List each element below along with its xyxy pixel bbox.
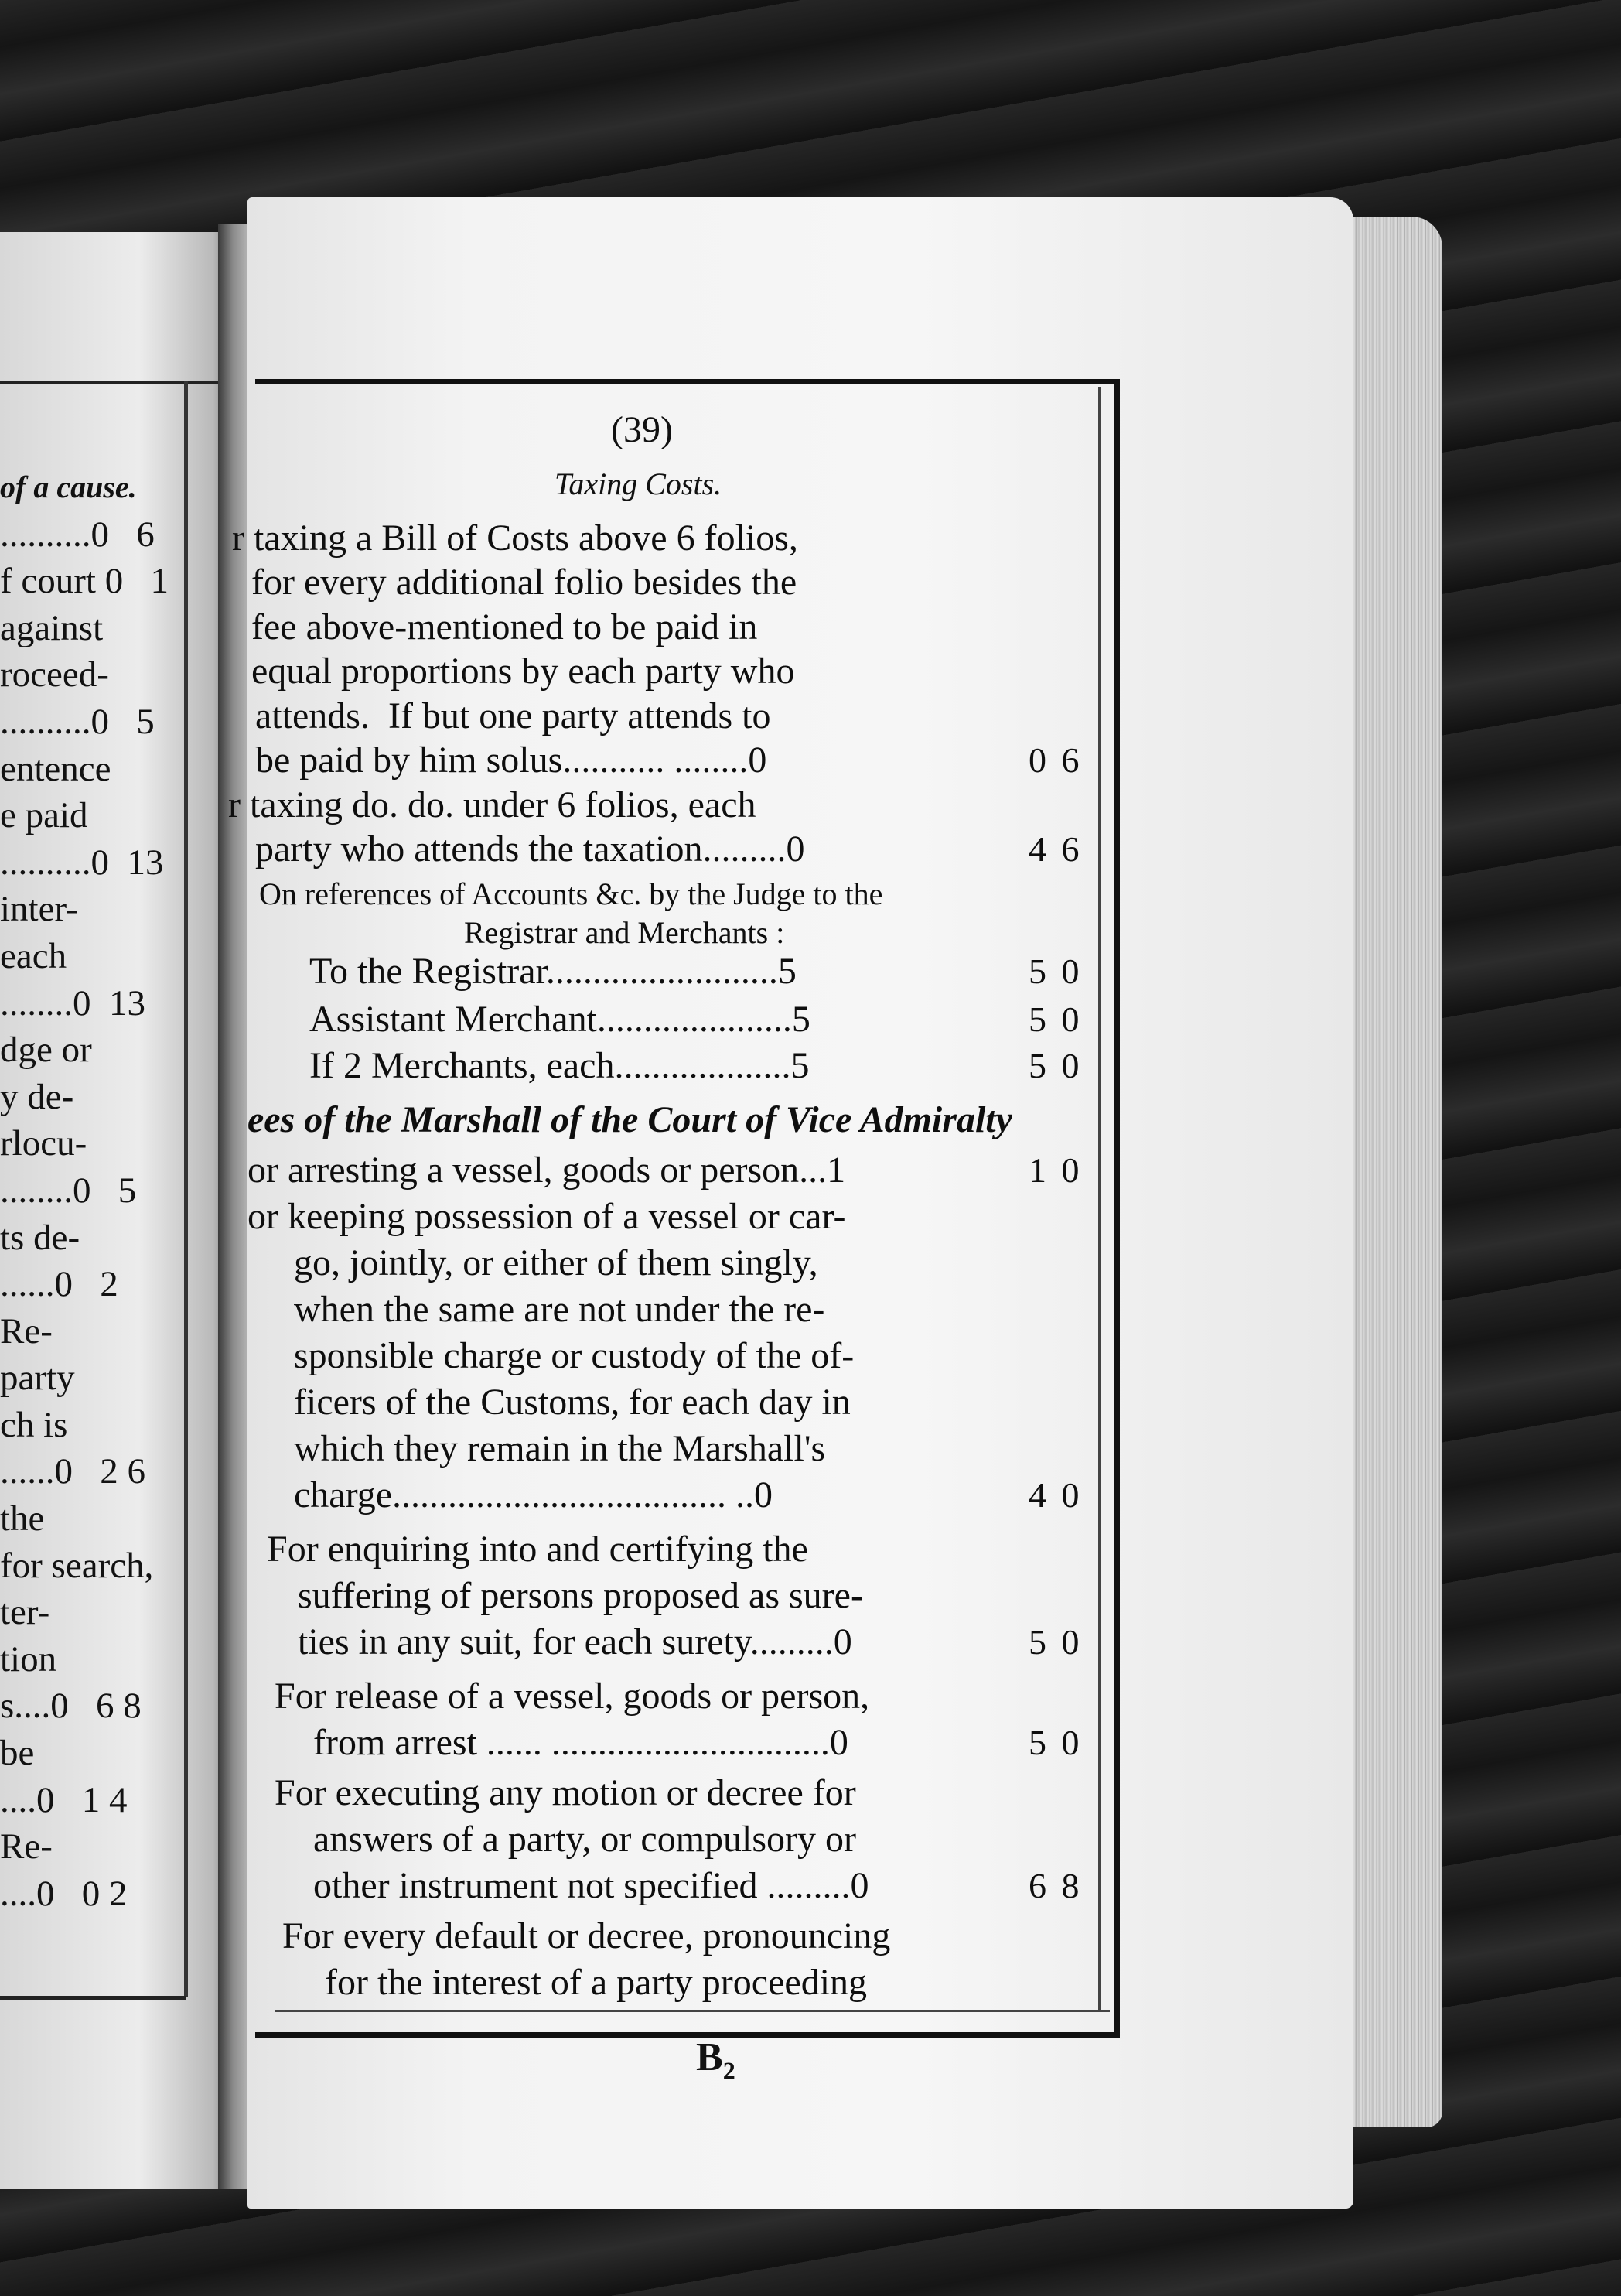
left-page-line: ....0 0 2 [0, 1873, 128, 1914]
fee-entry-line: charge.................................... ..0 [294, 1474, 773, 1515]
left-page-bottom-rule [0, 1996, 186, 2000]
fee-entry-line: sponsible charge or custody of the of- [294, 1335, 855, 1376]
fee-amount: 5 0 [1029, 999, 1083, 1039]
fee-entry-line: To the Registrar.........................5 [309, 951, 797, 992]
left-page-top-rule [0, 381, 224, 384]
left-page-line: against [0, 607, 104, 648]
left-page-line: be [0, 1733, 35, 1774]
fee-entry-line: Assistant Merchant.....................5 [309, 999, 810, 1040]
left-page-line: Re- [0, 1310, 53, 1351]
left-page-line: ts de- [0, 1217, 80, 1258]
fee-entry-line: On references of Accounts &c. by the Judge to the [259, 876, 883, 911]
left-page-line: the [0, 1498, 45, 1539]
left-page-line: e paid [0, 795, 88, 836]
left-page-line: for search, [0, 1545, 154, 1586]
fee-amount: 4 0 [1029, 1475, 1083, 1515]
left-page-line: roceed- [0, 654, 109, 695]
fee-entry-line: r taxing do. do. under 6 folios, each [228, 784, 756, 825]
signature-number: 2 [722, 2056, 735, 2085]
fee-entry-line: attends. If but one party attends to [255, 695, 771, 736]
fee-entry-line: For every default or decree, pronouncing [282, 1915, 891, 1956]
section-title: Taxing Costs. [554, 466, 722, 501]
fee-entry-line: which they remain in the Marshall's [294, 1428, 826, 1469]
left-page-line: ......0 2 [0, 1264, 118, 1305]
fee-entry-line: or keeping possession of a vessel or car- [247, 1196, 846, 1237]
left-page [0, 232, 232, 2189]
left-page-line: of a cause. [0, 470, 137, 504]
fee-amount: 6 8 [1029, 1866, 1083, 1905]
fee-entry-line: answers of a party, or compulsory or [313, 1819, 857, 1860]
left-page-line: ..........0 5 [0, 701, 155, 742]
fee-entry-line: when the same are not under the re- [294, 1289, 825, 1330]
fee-entry-line: other instrument not specified .........0 [313, 1865, 869, 1906]
page-number: (39) [611, 409, 673, 450]
left-page-line: entence [0, 748, 111, 789]
fee-amount: 4 6 [1029, 829, 1083, 869]
fee-amount: 5 0 [1029, 1723, 1083, 1762]
page-frame-inner-rule [1098, 387, 1101, 2011]
fee-amount: 1 0 [1029, 1150, 1083, 1190]
fee-entry-line: ees of the Marshall of the Court of Vice Admiralty [247, 1099, 1012, 1140]
page-frame-inner-bottom-rule [275, 2010, 1110, 2012]
fee-entry-line: For enquiring into and certifying the [267, 1529, 808, 1570]
page-edges [1350, 217, 1442, 2127]
fee-amount: 0 6 [1029, 740, 1083, 780]
left-page-line: y de- [0, 1076, 74, 1117]
left-page-line: ch is [0, 1404, 68, 1445]
fee-entry-line: Registrar and Merchants : [464, 915, 785, 950]
left-page-line: ........0 13 [0, 982, 145, 1023]
left-page-line: each [0, 935, 67, 976]
fee-amount: 5 0 [1029, 952, 1083, 991]
signature-mark [696, 2035, 735, 2085]
fee-entry-line: equal proportions by each party who [251, 651, 795, 692]
left-page-line: ......0 2 6 [0, 1451, 145, 1492]
fee-entry-line: For release of a vessel, goods or person, [275, 1676, 870, 1717]
fee-entry-line: be paid by him solus........... ........0 [255, 740, 767, 781]
left-page-line: party [0, 1358, 75, 1399]
left-page-line: s....0 6 8 [0, 1686, 142, 1727]
fee-amount: 5 0 [1029, 1046, 1083, 1085]
fee-entry-line: ties in any suit, for each surety.........0 [298, 1621, 852, 1662]
left-page-line: ....0 1 4 [0, 1779, 128, 1820]
left-page-line: tion [0, 1638, 57, 1679]
left-page-line: ..........0 6 [0, 514, 155, 555]
fee-entry-line: r taxing a Bill of Costs above 6 folios, [232, 518, 798, 559]
fee-entry-line: fee above-mentioned to be paid in [251, 606, 758, 647]
fee-entry-line: go, jointly, or either of them singly, [294, 1242, 818, 1283]
fee-amount: 5 0 [1029, 1622, 1083, 1662]
left-page-line: Re- [0, 1826, 53, 1867]
left-page-text [0, 464, 193, 1917]
fee-entry-line: party who attends the taxation.........0 [255, 829, 805, 870]
left-page-line: f court 0 1 [0, 561, 169, 602]
left-page-line: dge or [0, 1030, 92, 1071]
left-page-line: inter- [0, 889, 78, 930]
left-page-line: rlocu- [0, 1123, 87, 1164]
fee-entry-line: for the interest of a party proceeding [325, 1962, 868, 2003]
fee-entry-line: for every additional folio besides the [251, 562, 797, 603]
left-page-line: ter- [0, 1592, 50, 1633]
fee-entry-line: from arrest ...... ..............................0 [313, 1722, 848, 1763]
signature-letter: B [696, 2035, 723, 2079]
fee-entry-line: For executing any motion or decree for [275, 1772, 856, 1813]
left-page-line: ..........0 13 [0, 842, 164, 883]
fee-entry-line: ficers of the Customs, for each day in [294, 1382, 851, 1423]
left-page-line: ........0 5 [0, 1170, 137, 1211]
fee-entry-line: If 2 Merchants, each...................5 [309, 1045, 810, 1086]
fee-entry-line: suffering of persons proposed as sure- [298, 1575, 863, 1616]
fee-entry-line: or arresting a vessel, goods or person...1 [247, 1150, 846, 1191]
